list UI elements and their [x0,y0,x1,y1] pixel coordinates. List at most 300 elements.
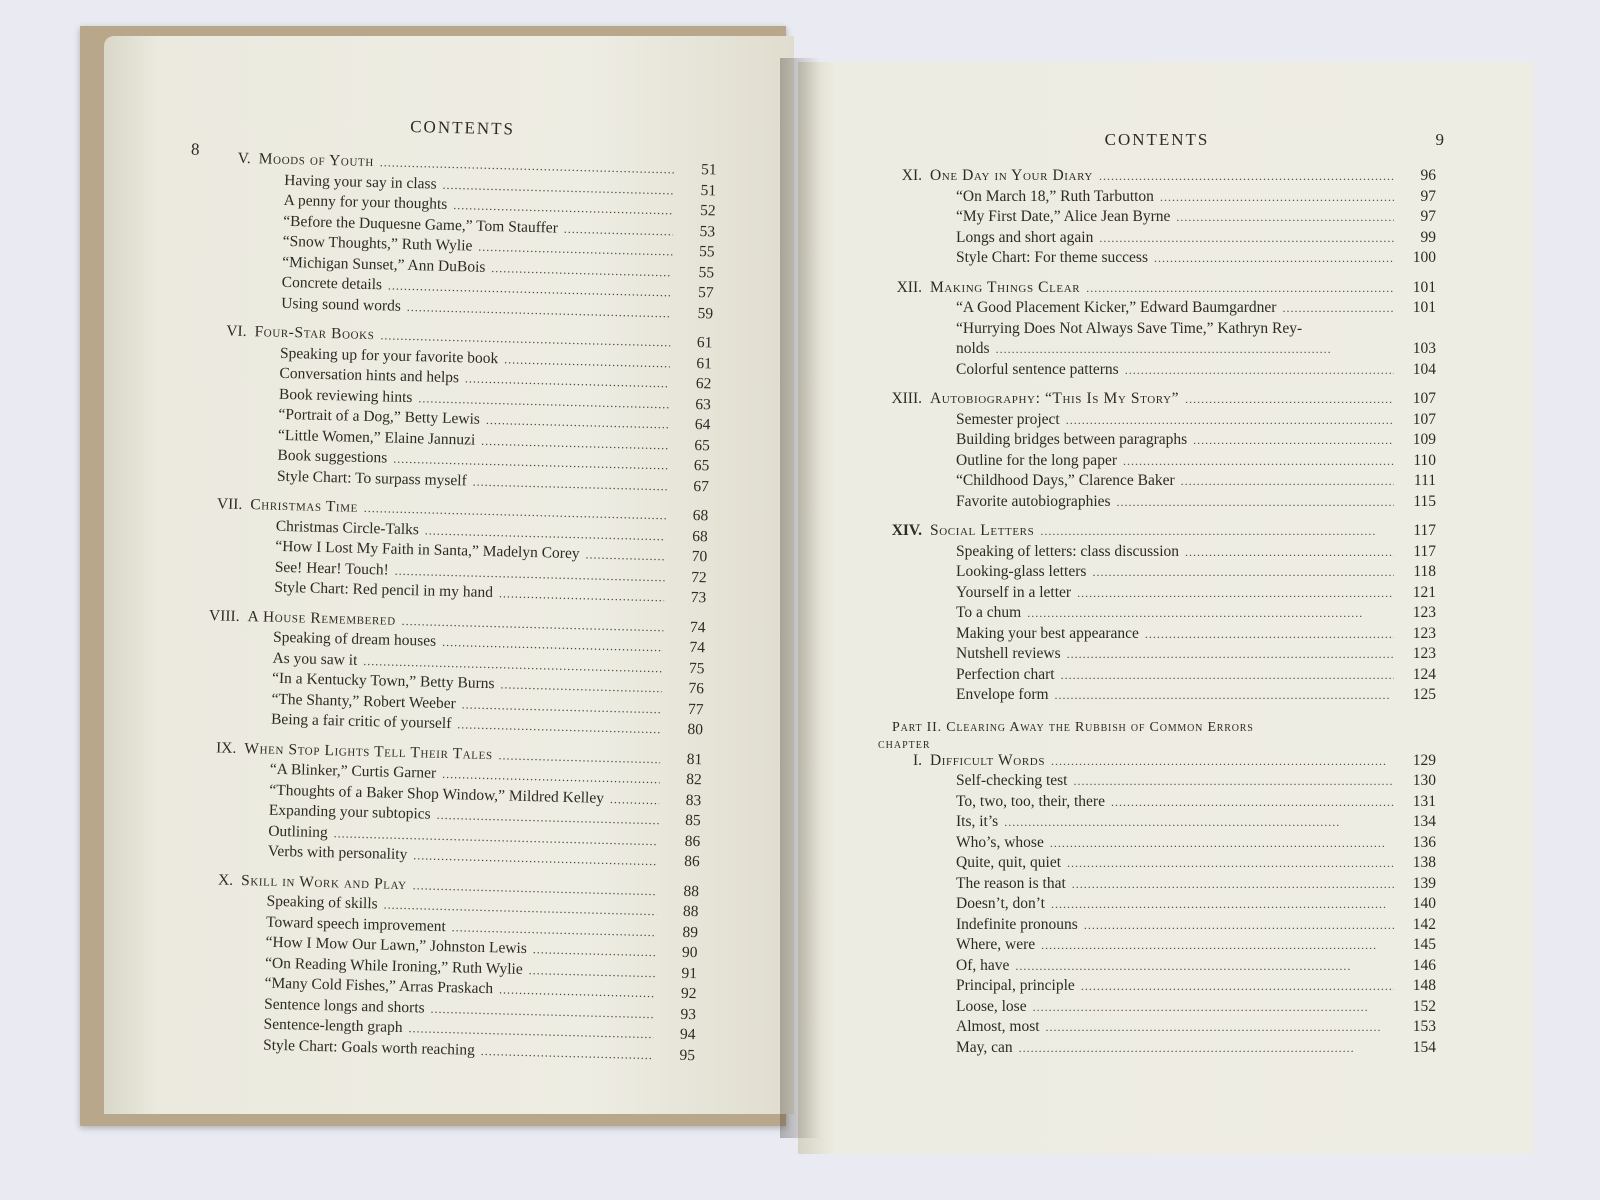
chapter-number: XI. [901,167,922,184]
section-entry [878,451,1436,472]
section-entry [878,492,1436,513]
page-ref: 75 [688,659,705,677]
section-title: “Many Cold Fishes,” Arras Praskach [264,974,494,998]
chapter-block [185,869,699,1066]
section-title: To a chum [956,604,1022,621]
section-entry [878,1017,1436,1038]
page-ref: 77 [687,700,704,718]
page-ref: 142 [1412,915,1436,933]
chapter-number [191,792,269,794]
dot-leader [1015,956,1394,977]
chapter-number [206,182,284,184]
page-ref: 81 [686,750,703,768]
section-title: Style Chart: For theme success [956,249,1148,266]
chapter-number [194,681,272,683]
section-title: Style Chart: Red pencil in my hand [274,578,494,602]
section-title: “On March 18,” Ruth Tarbutton [956,187,1154,205]
chapter-title: When Stop Lights Tell Their Tales [244,739,493,763]
chapter-number [188,924,266,926]
section-entry [878,583,1436,604]
chapter-number: XII. [896,278,922,296]
part-heading: Part II. Clearing Away the Rubbish of Common Errors [892,719,1254,735]
chapter-number [205,244,283,246]
section-title: May, can [956,1038,1013,1056]
section-title: Quite, quit, quiet [956,854,1062,871]
chapter-number [198,528,276,530]
dot-leader [1125,360,1394,381]
page-ref: 55 [698,263,715,281]
section-title: “Snow Thoughts,” Ruth Wylie [282,232,473,255]
section-title: “My First Date,” Alice Jean Byrne [956,208,1171,225]
dot-leader [1160,187,1394,208]
section-title: “Childhood Days,” Clarence Baker [956,472,1175,489]
section-title: Principal, principle [956,977,1075,994]
section-title: Looking-glass letters [956,563,1087,580]
section-title: Using sound words [281,294,402,315]
section-title: Where, were [956,936,1036,953]
page-ref: 55 [698,243,715,261]
dot-leader [481,1040,654,1065]
page-ref: 97 [1420,208,1436,225]
page-ref: 53 [699,222,716,240]
dot-leader [1050,833,1394,854]
section-entry [878,771,1436,792]
chapter-number [204,285,282,287]
section-entry [878,894,1436,915]
dot-leader [1084,915,1394,936]
dot-leader [1185,389,1394,410]
chapter-number: V. [237,149,251,168]
page-ref: 136 [1412,833,1436,851]
page-ref: 130 [1412,772,1436,789]
page-ref: 65 [694,436,711,454]
section-entry [878,644,1436,665]
dot-leader [1041,935,1394,956]
section-entry [878,997,1436,1018]
toc-list [185,148,717,1066]
page-ref: 101 [1412,299,1436,316]
dot-leader [1073,771,1394,792]
chapter-title: One Day in Your Diary [930,167,1093,184]
section-title: Outline for the long paper [956,451,1117,469]
dot-leader [996,339,1394,360]
page-ref: 145 [1412,936,1436,953]
dot-leader [1027,603,1394,624]
section-entry [878,542,1436,563]
page-ref: 74 [689,618,706,636]
dot-leader [1066,410,1394,431]
chapter-title: Moods of Youth [258,150,375,171]
dot-leader [1282,298,1394,319]
chapter-number [187,965,265,967]
dot-leader [1077,583,1394,604]
section-entry [878,812,1436,833]
page-number: 8 [190,139,200,159]
section-title: Having your say in class [284,171,437,193]
page-ref: 125 [1412,686,1436,703]
chapter-number [187,986,265,988]
page-ref: 103 [1412,340,1436,357]
page-ref: 65 [693,456,710,475]
section-title: See! Hear! Touch! [274,558,389,579]
chapter-number: VI. [226,322,247,341]
page-ref: 124 [1412,665,1436,683]
page-ref: 94 [679,1025,696,1044]
section-title: Almost, most [956,1018,1040,1035]
page-ref: 86 [684,852,700,871]
chapter-entry [878,166,1436,187]
page-ref: 109 [1412,431,1436,448]
chapter-block [878,389,1436,512]
page-ref: 92 [680,984,697,1003]
chapter-number [185,1047,263,1049]
chapter-number [193,722,271,724]
section-title: Concrete details [281,273,383,294]
gutter-shadow [780,58,820,1138]
chapter-title: Skill in Work and Play [240,871,407,893]
chapter-block [878,166,1436,269]
dot-leader [1111,792,1394,813]
section-entry [878,915,1436,936]
page-ref: 111 [1413,472,1436,489]
page-ref: 67 [693,477,710,495]
page-ref: 74 [689,638,706,657]
chapter-block [199,321,713,497]
section-entry [878,430,1436,451]
page-ref: 93 [680,1005,697,1023]
section-title: Loose, lose [956,997,1027,1015]
chapter-number: I. [912,751,922,769]
page-ref: 123 [1412,604,1436,621]
section-title: Toward speech improvement [265,913,446,935]
section-title: As you saw it [272,649,358,669]
chapter-number [190,833,268,835]
section-entry [878,319,1436,340]
chapter-number: XIV. [891,522,922,539]
dot-leader [499,583,665,608]
chapter-entry [878,751,1436,772]
dot-leader [1081,976,1394,997]
section-title: “Thoughts of a Baker Shop Window,” Mildred Kelley [269,781,605,807]
section-entry [878,665,1436,686]
section-entry [878,1038,1436,1059]
dot-leader [585,544,665,566]
dot-leader [1067,644,1394,665]
section-entry [878,339,1436,360]
section-title: Its, it’s [956,813,999,830]
page-ref: 91 [681,964,698,982]
chapter-block [190,737,703,872]
page-ref: 101 [1412,278,1436,296]
page-ref: 57 [697,284,714,302]
page-ref: 89 [682,923,699,941]
section-title: “Michigan Sunset,” Ann DuBois [282,253,486,276]
section-entry [878,248,1436,269]
section-entry [878,935,1436,956]
chapter-block [878,521,1436,706]
chapter-number [195,660,273,662]
section-title: Building bridges between paragraphs [956,431,1188,448]
page-ref: 148 [1412,977,1436,994]
section-title: Verbs with personality [267,842,408,864]
section-title: Indefinite pronouns [956,915,1078,933]
chapter-number [192,772,270,774]
right-page-contents [878,126,1444,1058]
dot-leader [1072,874,1394,895]
dot-leader [1019,1038,1394,1059]
section-entry [878,833,1436,854]
chapter-number [191,813,269,815]
page-ref: 72 [690,568,707,586]
section-title: Favorite autobiographies [956,492,1111,510]
dot-leader [1033,997,1394,1018]
section-entry [878,792,1436,813]
chapter-number [206,203,284,205]
page-ref: 80 [687,720,704,739]
page-ref: 97 [1420,187,1436,205]
page-ref: 88 [682,902,699,921]
page-ref: 115 [1413,492,1436,510]
page-ref: 88 [683,882,700,900]
chapter-number [197,549,275,551]
section-entry [878,471,1436,492]
dot-leader [1040,521,1394,542]
chapter-title: Christmas Time [250,496,359,516]
page-ref: 73 [690,588,707,607]
chapter-number [197,569,275,571]
chapter-number [199,458,277,460]
section-title: Speaking up for your favorite book [279,344,499,367]
page-ref: 63 [695,395,712,413]
left-page-contents [185,108,718,1066]
section-title: “Portrait of a Dog,” Betty Lewis [278,405,481,428]
page-ref: 117 [1413,542,1436,560]
section-title: “A Blinker,” Curtis Garner [269,760,437,782]
dot-leader [1185,542,1394,563]
page-ref: 68 [692,506,709,525]
section-title: Nutshell reviews [956,645,1061,662]
section-title: Outlining [268,822,328,841]
dot-leader [610,789,660,811]
chapter-number [186,1027,264,1029]
chapter-number: X. [217,870,234,889]
dot-leader [1099,228,1394,249]
chapter-block [196,494,708,609]
chapter-number [200,417,278,419]
dot-leader [564,218,674,241]
page-ref: 134 [1412,813,1436,830]
section-title: Perfection chart [956,665,1055,683]
section-title: Of, have [956,956,1010,974]
section-title: Speaking of dream houses [272,628,437,650]
chapter-number [193,701,271,703]
chapter-number [189,904,267,906]
page-ref: 62 [695,375,712,393]
section-title: Book suggestions [277,446,388,467]
page-ref: 140 [1412,895,1436,912]
chapter-number: VII. [216,495,243,513]
page-ref: 100 [1412,249,1436,266]
section-title: Yourself in a letter [956,583,1072,601]
dot-leader [1193,430,1394,451]
page-ref: 90 [681,943,698,962]
section-title: nolds [956,340,990,357]
section-entry [878,228,1436,249]
chapter-number [190,854,268,856]
chapter-block [203,148,717,324]
section-title: The reason is that [956,874,1066,892]
chapter-title: Social Letters [930,522,1035,539]
page-ref: 152 [1412,997,1436,1015]
chapter-block [193,605,706,740]
dot-leader [1123,451,1394,472]
dot-leader [1061,665,1394,686]
section-title: Style Chart: To surpass myself [276,467,467,489]
dot-leader [1051,751,1394,772]
section-title: Semester project [956,410,1060,428]
page-ref: 96 [1420,167,1436,184]
section-title: A penny for your thoughts [283,191,448,213]
dot-leader [457,714,661,739]
page-ref: 153 [1412,1018,1436,1035]
dot-leader [1181,471,1394,492]
section-title: “How I Mow Our Lawn,” Johnston Lewis [265,933,528,958]
page-ref: 51 [700,161,717,179]
page-ref: 107 [1412,410,1436,428]
section-title: Speaking of skills [266,892,378,913]
section-title: Speaking of letters: class discussion [956,542,1179,560]
dot-leader [1117,492,1394,513]
chapter-entry [878,521,1436,542]
page-ref: 83 [685,791,702,809]
chapter-number [204,264,282,266]
chapter-number: XIII. [891,390,922,407]
dot-leader [1086,278,1394,299]
section-title: “Hurrying Does Not Always Save Time,” Kathryn Rey- [956,319,1303,337]
page-ref: 146 [1412,956,1436,974]
chapter-number [201,376,279,378]
chapter-block [878,278,1436,381]
page-ref: 118 [1413,563,1436,580]
section-entry [878,956,1436,977]
page-ref: 61 [696,334,713,352]
chapter-number [199,478,277,480]
dot-leader [1099,166,1394,187]
dot-leader [1067,853,1394,874]
chapter-label: CHAPTER [878,739,931,751]
page-ref: 76 [688,679,705,698]
section-title: Expanding your subtopics [268,801,431,823]
dot-leader [1051,894,1394,915]
section-title: Book reviewing hints [278,385,413,406]
section-title: Envelope form [956,686,1049,703]
toc-list [878,751,1436,1059]
chapter-number [200,437,278,439]
section-title: “Before the Duquesne Game,” Tom Stauffer [283,212,559,237]
section-title: Colorful sentence patterns [956,360,1119,378]
chapter-title: Autobiography: “This Is My Story” [930,390,1180,407]
dot-leader [1046,1017,1394,1038]
page-ref: 59 [697,304,714,322]
dot-leader [1004,812,1394,833]
right-page-header [878,126,1444,166]
section-entry [878,874,1436,895]
page-title: CONTENTS [409,116,516,139]
section-entry [878,360,1436,381]
page-ref: 138 [1412,854,1436,871]
chapter-entry [878,278,1436,299]
page-ref: 70 [691,547,708,566]
page-ref: 154 [1412,1038,1436,1056]
chapter-entry [878,389,1436,410]
section-title: Making your best appearance [956,624,1139,642]
chapter-number: IX. [215,738,237,757]
section-title: “On Reading While Ironing,” Ruth Wylie [264,954,523,978]
page-ref: 64 [694,415,711,434]
chapter-number [201,396,279,398]
section-entry [878,298,1436,319]
chapter-title: Four-Star Books [254,323,375,344]
section-title: “Little Women,” Elaine Jannuzi [277,426,476,449]
page-ref: 86 [684,832,701,850]
chapter-number [202,355,280,357]
dot-leader [1145,624,1394,645]
page-ref: 51 [700,181,717,199]
section-title: Conversation hints and helps [279,364,460,387]
page-ref: 131 [1412,792,1436,810]
section-title: To, two, too, their, there [956,792,1105,810]
section-title: Who’s, whose [956,833,1044,851]
page-ref: 68 [691,527,708,545]
section-title: Being a fair critic of yourself [270,710,452,733]
section-title: Sentence longs and shorts [263,995,425,1017]
chapter-number [186,1006,264,1008]
chapter-number [188,945,266,947]
dot-leader [1154,248,1394,269]
section-entry [878,685,1436,706]
page-ref: 104 [1412,360,1436,378]
section-title: Style Chart: Goals worth reaching [262,1036,476,1059]
page-ref: 61 [696,354,713,372]
page-ref: 139 [1412,874,1436,892]
section-entry [878,207,1436,228]
page-ref: 52 [699,202,716,220]
section-title: “The Shanty,” Robert Weeber [271,690,457,712]
section-entry [878,853,1436,874]
chapter-number [196,590,274,592]
page-ref: 85 [685,811,701,830]
section-entry [878,187,1436,208]
chapter-number [205,223,283,225]
page-ref: 110 [1413,451,1436,469]
section-title: Christmas Circle-Talks [275,517,420,538]
page-ref: 107 [1412,390,1436,407]
page-ref: 129 [1412,751,1436,769]
page-ref: 82 [686,770,702,789]
chapter-title: Making Things Clear [930,278,1081,296]
page-ref: 123 [1412,624,1436,642]
section-title: Sentence-length graph [263,1015,403,1037]
chapter-block [878,751,1436,1059]
section-entry [878,603,1436,624]
section-entry [878,976,1436,997]
dot-leader [473,471,668,496]
page-ref: 95 [679,1046,696,1064]
page-ref: 123 [1412,645,1436,662]
page-ref: 121 [1412,583,1436,601]
page-ref: 99 [1420,228,1436,246]
section-title: Longs and short again [956,228,1094,246]
